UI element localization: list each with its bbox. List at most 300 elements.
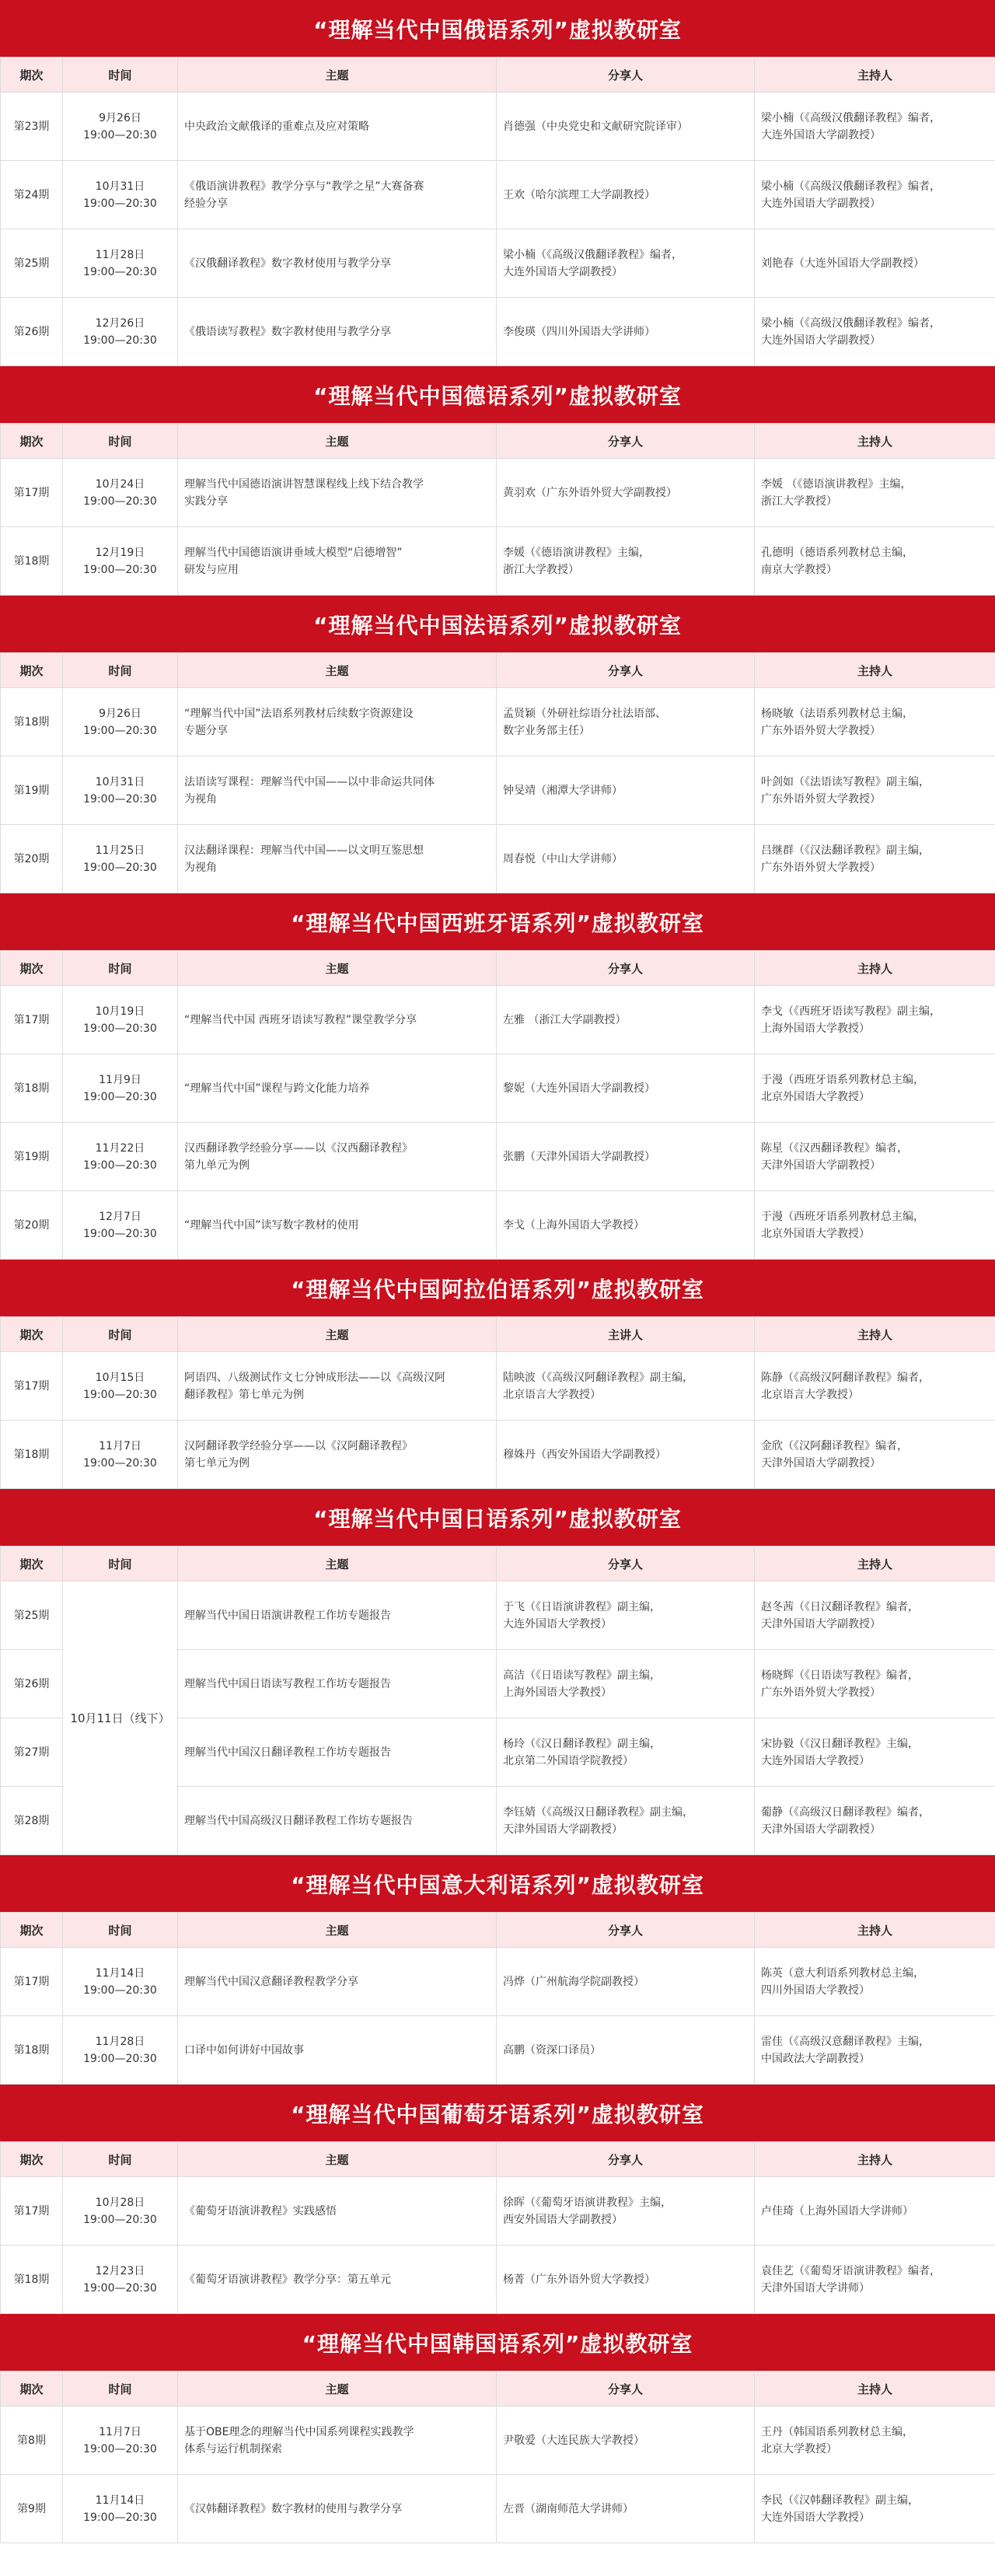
session-hours: 19:00—20:30 [83,2213,157,2226]
issue-number: 第19期 [1,757,63,825]
header-time: 时间 [63,424,178,459]
session-date: 12月23日 [95,2264,145,2277]
speaker-info-line: 高洁（《日语读写教程》副主编， [503,1669,661,1682]
session-topic-line: “理解当代中国”法语系列教材后续数字资源建设 [184,707,414,720]
host-info-line: 葡静（《高级汉日翻译教程》编者， [761,1805,930,1819]
section-title: “理解当代中国西班牙语系列”虚拟教研室 [0,893,995,950]
section-title: “理解当代中国德语系列”虚拟教研室 [0,366,995,423]
speaker-info-line: 李俊瑛（四川外国语大学讲师） [503,325,655,338]
header-time: 时间 [63,1317,178,1352]
schedule-table [0,2371,995,2543]
host-info-line: 梁小楠（《高级汉俄翻译教程》编者， [761,111,941,124]
host-info-line: 天津外国语大学讲师） [761,2281,870,2295]
session-topic [178,2406,497,2475]
host-info-line: 中国政法大学副教授） [761,2052,870,2065]
session-hours: 19:00—20:30 [83,1456,157,1470]
speaker-info-line: 孟贤颖（外研社综语分社法语部、 [503,707,666,720]
host-info-line: 广东外语外贸大学教授） [761,792,881,806]
session-topic-line: 为视角 [184,861,217,874]
host-info-line: 梁小楠（《高级汉俄翻译教程》编者， [761,180,941,193]
host-info [755,1650,995,1718]
session-topic [178,1948,497,2016]
table-header-row [1,424,995,459]
speaker-info-line: 黄羽欢（广东外语外贸大学副教授） [503,486,677,499]
session-topic [178,1123,497,1191]
header-host: 主持人 [755,1913,995,1948]
speaker-info [497,229,755,298]
session-topic [178,93,497,161]
session-time [63,1948,178,2016]
speaker-info [497,1718,755,1787]
host-info-line: 李戈（《西班牙语读写教程》副主编， [761,1005,941,1018]
session-topic-line: “理解当代中国”课程与跨文化能力培养 [184,1082,370,1095]
issue-number: 第23期 [1,93,63,161]
host-info [755,1948,995,2016]
seminar-section [0,1489,995,1855]
host-info [755,825,995,893]
session-date: 12月19日 [95,546,145,559]
issue-number: 第9期 [1,2475,63,2543]
host-info [755,2177,995,2246]
header-speaker: 分享人 [497,951,755,986]
host-info-line: 北京大学教授） [761,2442,837,2455]
session-time [63,1054,178,1123]
speaker-info-line: 王欢（哈尔滨理工大学副教授） [503,188,655,201]
speaker-info [497,459,755,527]
session-time [63,986,178,1054]
table-row [1,527,995,596]
header-host: 主持人 [755,424,995,459]
speaker-info-line: 高鹏（资深口译员） [503,2043,601,2057]
speaker-info-line: 于飞（《日语演讲教程》副主编， [503,1600,661,1613]
session-time [63,298,178,366]
speaker-info-line: 北京第二外国语学院教授） [503,1754,634,1767]
session-date: 11月28日 [95,2035,145,2048]
session-time [63,757,178,825]
host-info [755,688,995,757]
table-row [1,1054,995,1123]
header-topic: 主题 [178,1547,497,1582]
speaker-info [497,825,755,893]
header-time: 时间 [63,58,178,93]
host-info-line: 陈英（意大利语系列教材总主编， [761,1966,924,1980]
header-issue: 期次 [1,1317,63,1352]
session-hours: 19:00—20:30 [83,1022,157,1035]
seminar-section [0,366,995,596]
session-time [63,688,178,757]
host-info-line: 雷佳（《高级汉意翻译教程》主编， [761,2035,930,2048]
host-info-line: 天津外国语大学副教授） [761,1456,881,1470]
session-topic-line: 体系与运行机制探索 [184,2442,282,2455]
section-title: “理解当代中国俄语系列”虚拟教研室 [0,0,995,57]
session-topic-line: 第九单元为例 [184,1159,250,1172]
host-info-line: 天津外国语大学副教授） [761,1823,881,1836]
speaker-info-line: 天津外国语大学副教授） [503,1823,623,1836]
session-hours: 19:00—20:30 [83,724,157,737]
speaker-info [497,1421,755,1489]
header-host: 主持人 [755,58,995,93]
header-topic: 主题 [178,1913,497,1948]
issue-number: 第17期 [1,986,63,1054]
schedule-table [0,950,995,1260]
session-hours: 19:00—20:30 [83,2442,157,2455]
seminar-section [0,0,995,366]
schedule-table [0,1912,995,2085]
session-date: 9月26日 [99,111,141,124]
session-topic-line: 专题分享 [184,724,228,737]
table-row [1,298,995,366]
session-topic-line: 《汉韩翻译教程》数字教材的使用与教学分享 [184,2502,402,2515]
section-title: “理解当代中国阿拉伯语系列”虚拟教研室 [0,1260,995,1316]
host-info-line: 吕继群（《汉法翻译教程》副主编， [761,844,930,857]
speaker-info [497,1787,755,1855]
session-date: 9月26日 [99,707,141,720]
session-topic-line: 基于OBE理念的理解当代中国系列课程实践教学 [184,2425,414,2438]
host-info-line: 宋协毅（《汉日翻译教程》主编， [761,1737,919,1750]
speaker-info [497,1054,755,1123]
session-topic [178,2246,497,2314]
issue-number: 第17期 [1,1948,63,2016]
table-row [1,986,995,1054]
session-time [63,459,178,527]
section-title: “理解当代中国韩国语系列”虚拟教研室 [0,2314,995,2371]
issue-number: 第8期 [1,2406,63,2475]
table-row [1,161,995,229]
host-info-line: 赵冬茜（《日汉翻译教程》编者， [761,1600,919,1613]
speaker-info [497,986,755,1054]
speaker-info-line: 李钰婧（《高级汉日翻译教程》副主编， [503,1805,693,1819]
session-topic [178,1718,497,1787]
session-topic [178,161,497,229]
speaker-info-line: 左晋（湖南师范大学讲师） [503,2502,634,2515]
table-row [1,1352,995,1421]
session-topic [178,688,497,757]
table-row [1,459,995,527]
issue-number: 第18期 [1,1054,63,1123]
header-issue: 期次 [1,653,63,688]
session-date: 10月19日 [95,1005,145,1018]
session-topic-line: 理解当代中国日语读写教程工作坊专题报告 [184,1677,391,1690]
session-topic [178,2016,497,2085]
host-info [755,1718,995,1787]
issue-number: 第17期 [1,2177,63,2246]
header-issue: 期次 [1,1913,63,1948]
session-topic-line: 汉西翻译教学经验分享——以《汉西翻译教程》 [184,1141,413,1155]
header-time: 时间 [63,1913,178,1948]
table-row [1,93,995,161]
session-topic-line: 第七单元为例 [184,1456,250,1470]
session-topic [178,1787,497,1855]
header-speaker: 主讲人 [497,1317,755,1352]
session-date: 11月7日 [99,2425,141,2438]
session-hours: 19:00—20:30 [83,792,157,806]
issue-number: 第18期 [1,2246,63,2314]
header-topic: 主题 [178,951,497,986]
header-time: 时间 [63,653,178,688]
speaker-info-line: 黎妮（大连外国语大学副教授） [503,1082,655,1095]
issue-number: 第27期 [1,1718,63,1787]
host-info [755,527,995,596]
host-info-line: 王丹（韩国语系列教材总主编， [761,2425,913,2438]
host-info [755,459,995,527]
session-hours: 19:00—20:30 [83,495,157,508]
issue-number: 第18期 [1,527,63,596]
session-topic [178,986,497,1054]
host-info [755,1787,995,1855]
schedule-table [0,1316,995,1489]
session-date: 11月7日 [99,1439,141,1452]
host-info-line: 卢佳琦（上海外国语大学讲师） [761,2204,913,2218]
session-date: 10月31日 [95,775,145,788]
host-info-line: 北京外国语大学教授） [761,1090,870,1103]
speaker-info-line: 尹敬爱（大连民族大学教授） [503,2434,644,2447]
session-topic [178,1054,497,1123]
header-issue: 期次 [1,1547,63,1582]
header-time: 时间 [63,1547,178,1582]
speaker-info [497,1582,755,1650]
header-issue: 期次 [1,58,63,93]
table-row [1,2246,995,2314]
session-topic-line: 翻译教程》第七单元为例 [184,1388,304,1401]
session-topic-line: “理解当代中国”读写数字教材的使用 [184,1218,359,1232]
speaker-info [497,161,755,229]
header-issue: 期次 [1,951,63,986]
header-topic: 主题 [178,2372,497,2406]
header-host: 主持人 [755,653,995,688]
host-info [755,2246,995,2314]
table-row [1,229,995,298]
speaker-info-line: 穆姝丹（西安外国语大学副教授） [503,1448,666,1461]
session-topic-line: 《汉俄翻译教程》数字教材使用与教学分享 [184,257,391,270]
session-time [63,1352,178,1421]
header-speaker: 分享人 [497,424,755,459]
speaker-info-line: 李戈（上海外国语大学教授） [503,1218,644,1232]
host-info-line: 杨晓辉（《日语读写教程》编者， [761,1669,919,1682]
session-topic-line: 《俄语演讲教程》教学分享与“教学之星”大赛备赛 [184,180,424,193]
host-info-line: 杨晓敏（法语系列教材总主编， [761,707,913,720]
session-topic-line: 《葡萄牙语演讲教程》实践感悟 [184,2204,337,2218]
header-topic: 主题 [178,58,497,93]
host-info [755,757,995,825]
table-row [1,2016,995,2085]
session-hours: 19:00—20:30 [83,1159,157,1172]
host-info [755,2406,995,2475]
host-info-line: 袁佳艺（《葡萄牙语演讲教程》编者， [761,2264,941,2277]
session-time [63,2406,178,2475]
issue-number: 第17期 [1,459,63,527]
session-topic-line: 阿语四、八级测试作文七分钟成形法——以《高级汉阿 [184,1371,445,1384]
table-header-row [1,1317,995,1352]
session-hours: 19:00—20:30 [83,2052,157,2065]
session-topic-line: 理解当代中国日语演讲教程工作坊专题报告 [184,1609,391,1622]
host-info-line: 广东外语外贸大学教授） [761,861,881,874]
session-date: 11月25日 [95,844,145,857]
issue-number: 第25期 [1,1582,63,1650]
issue-number: 第18期 [1,688,63,757]
session-topic-line: 理解当代中国汉日翻译教程工作坊专题报告 [184,1746,391,1759]
host-info [755,1352,995,1421]
host-info-line: 大连外国语大学副教授） [761,197,881,210]
session-hours: 19:00—20:30 [83,2511,157,2524]
host-info-line: 北京语言大学教授） [761,1388,859,1401]
header-speaker: 分享人 [497,58,755,93]
issue-number: 第26期 [1,298,63,366]
session-date: 11月28日 [95,248,145,261]
issue-number: 第18期 [1,2016,63,2085]
table-header-row [1,1913,995,1948]
host-info [755,298,995,366]
host-info [755,1123,995,1191]
speaker-info [497,2177,755,2246]
speaker-info [497,2246,755,2314]
session-time: 10月11日（线下） [63,1582,178,1855]
issue-number: 第28期 [1,1787,63,1855]
session-time [63,1191,178,1260]
issue-number: 第24期 [1,161,63,229]
host-info-line: 金欣（《汉阿翻译教程》编者， [761,1439,908,1452]
session-topic-line: 理解当代中国高级汉日翻译教程工作坊专题报告 [184,1814,413,1827]
session-date: 11月14日 [95,1966,145,1980]
session-topic [178,757,497,825]
speaker-info-line: 梁小楠（《高级汉俄翻译教程》编者， [503,248,683,261]
host-info-line: 叶剑如（《法语读写教程》副主编， [761,775,930,788]
speaker-info [497,1650,755,1718]
speaker-info-line: 李媛（《德语演讲教程》主编， [503,546,650,559]
host-info-line: 天津外国语大学副教授） [761,1159,881,1172]
header-host: 主持人 [755,1547,995,1582]
host-info-line: 梁小楠（《高级汉俄翻译教程》编者， [761,316,941,330]
table-row [1,688,995,757]
header-speaker: 分享人 [497,1913,755,1948]
schedule-table [0,57,995,366]
issue-number: 第25期 [1,229,63,298]
session-topic [178,298,497,366]
issue-number: 第20期 [1,1191,63,1260]
seminar-section [0,2314,995,2543]
header-host: 主持人 [755,1317,995,1352]
session-time [63,2246,178,2314]
table-header-row [1,58,995,93]
session-hours: 19:00—20:30 [83,334,157,347]
speaker-info [497,1123,755,1191]
speaker-info [497,93,755,161]
table-row [1,1421,995,1489]
speaker-info [497,2406,755,2475]
table-row [1,1123,995,1191]
session-time [63,1123,178,1191]
speaker-info-line: 杨玲（《汉日翻译教程》副主编， [503,1737,661,1750]
host-info-line: 陈静（《高级汉阿翻译教程》编者， [761,1371,930,1384]
header-speaker: 分享人 [497,2142,755,2177]
host-info-line: 李民（《汉韩翻译教程》副主编， [761,2494,919,2507]
speaker-info-line: 徐晖（《葡萄牙语演讲教程》主编， [503,2196,672,2209]
speaker-info-line: 大连外国语大学副教授） [503,265,623,278]
speaker-info-line: 浙江大学教授） [503,563,579,576]
host-info-line: 上海外国语大学教授） [761,1022,870,1035]
session-hours: 19:00—20:30 [83,128,157,142]
host-info [755,93,995,161]
header-time: 时间 [63,2142,178,2177]
header-speaker: 分享人 [497,2372,755,2406]
session-date: 12月7日 [99,1210,141,1223]
session-topic-line: 实践分享 [184,495,228,508]
session-hours: 19:00—20:30 [83,1984,157,1997]
issue-number: 第17期 [1,1352,63,1421]
schedule-table [0,1546,995,1855]
header-host: 主持人 [755,2142,995,2177]
header-issue: 期次 [1,2372,63,2406]
session-topic [178,229,497,298]
header-issue: 期次 [1,424,63,459]
host-info-line: 大连外国语大学副教授） [761,128,881,142]
session-topic [178,1191,497,1260]
session-hours: 19:00—20:30 [83,197,157,210]
session-topic-line: 法语读写课程：理解当代中国——以中非命运共同体 [184,775,435,788]
session-time [63,1421,178,1489]
speaker-info-line: 大连外国语大学教授） [503,1617,612,1631]
seminar-section [0,2085,995,2314]
table-header-row [1,1547,995,1582]
host-info-line: 南京大学教授） [761,563,837,576]
session-topic-line: 《葡萄牙语演讲教程》教学分享：第五单元 [184,2273,391,2286]
session-topic-line: 为视角 [184,792,217,806]
session-time [63,161,178,229]
schedule-table [0,423,995,596]
session-time [63,2016,178,2085]
session-date: 10月28日 [95,2196,145,2209]
table-row [1,1948,995,2016]
host-info-line: 陈星（《汉西翻译教程》编者， [761,1141,908,1155]
host-info-line: 刘艳春（大连外国语大学副教授） [761,257,924,270]
session-date: 12月26日 [95,316,145,330]
session-topic-line: 汉法翻译课程：理解当代中国——以文明互鉴思想 [184,844,424,857]
table-row [1,2475,995,2543]
seminar-section [0,596,995,893]
session-hours: 19:00—20:30 [83,563,157,576]
speaker-info-line: 周春悦（中山大学讲师） [503,852,623,865]
header-topic: 主题 [178,1317,497,1352]
session-time [63,527,178,596]
host-info-line: 广东外语外贸大学教授） [761,1686,881,1699]
speaker-info-line: 张鹏（天津外国语大学副教授） [503,1150,655,1163]
session-time [63,229,178,298]
host-info [755,229,995,298]
session-date: 11月14日 [95,2494,145,2507]
session-topic-line: 经验分享 [184,197,228,210]
header-time: 时间 [63,2372,178,2406]
issue-number: 第18期 [1,1421,63,1489]
session-hours: 19:00—20:30 [83,861,157,874]
speaker-info [497,1948,755,2016]
speaker-info [497,298,755,366]
header-speaker: 分享人 [497,1547,755,1582]
host-info [755,986,995,1054]
session-topic [178,1582,497,1650]
schedule-table [0,652,995,893]
host-info-line: 李媛 （《德语演讲教程》主编， [761,477,912,491]
table-header-row [1,951,995,986]
speaker-info-line: 北京语言大学教授） [503,1388,601,1401]
host-info-line: 于漫（西班牙语系列教材总主编， [761,1073,924,1086]
table-row [1,825,995,893]
session-hours: 19:00—20:30 [83,1227,157,1240]
host-info-line: 孔德明（德语系列教材总主编， [761,546,913,559]
header-host: 主持人 [755,951,995,986]
host-info-line: 大连外国语大学副教授） [761,334,881,347]
speaker-info [497,1352,755,1421]
session-topic-line: 理解当代中国德语演讲垂域大模型“启德增智” [184,546,403,559]
session-topic [178,1650,497,1718]
